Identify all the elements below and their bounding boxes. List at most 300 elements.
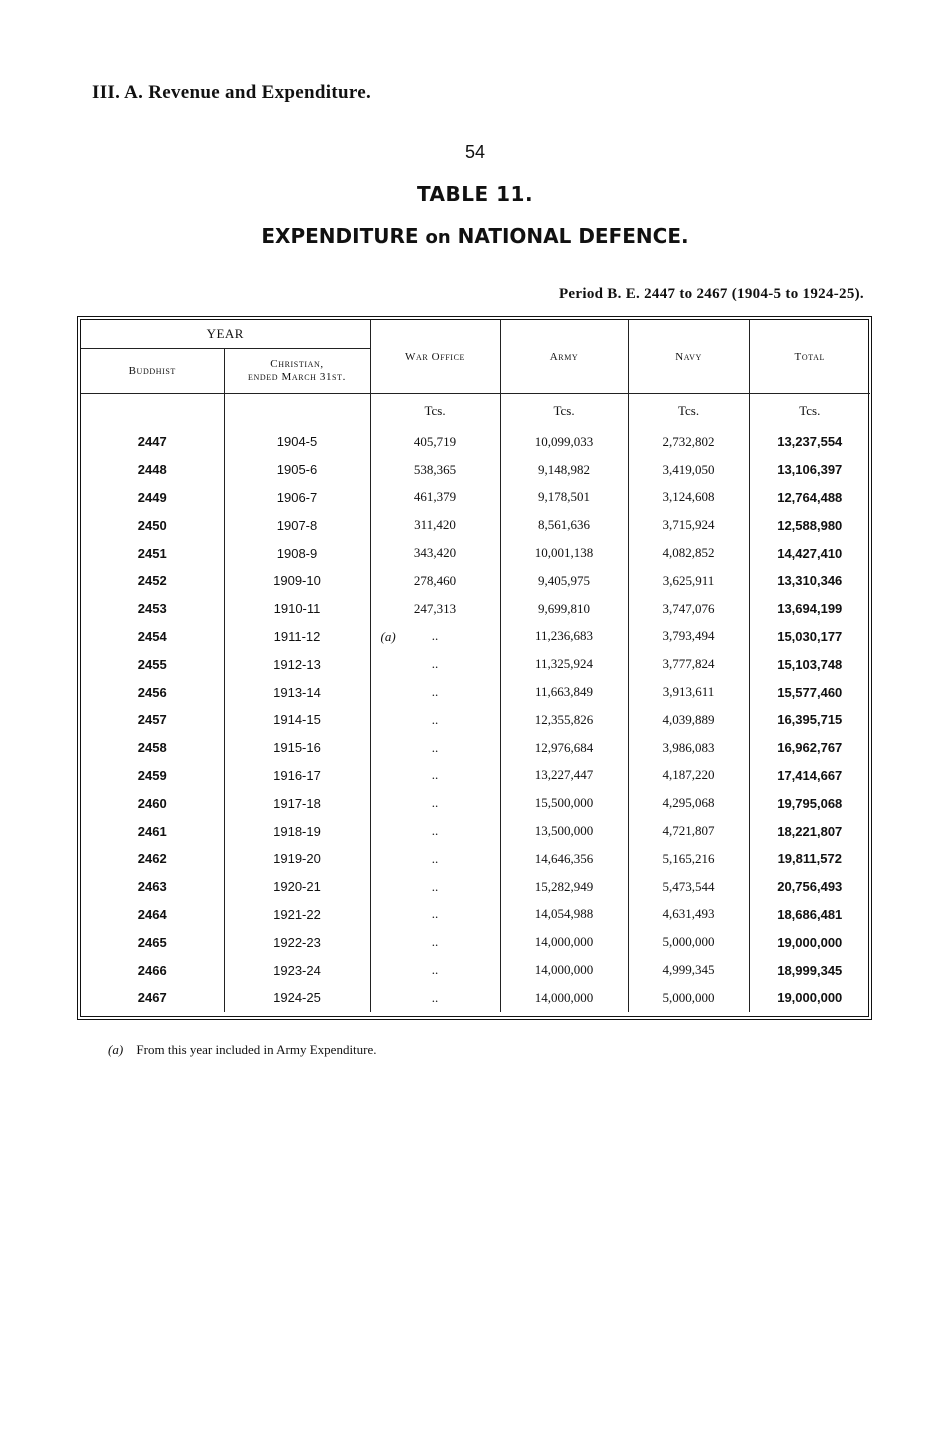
cell-christian-value: 1904-5 [276,434,318,450]
cell-army-value: 13,227,447 [534,767,594,783]
cell-buddhist-value: 2454 [137,628,167,644]
cell-army-value: 14,000,000 [534,962,594,978]
cell-war-office [370,817,500,845]
cell-navy [628,623,749,651]
cell-christian-value: 1913-14 [273,684,321,700]
cell-war-office [370,484,500,512]
cell-war-office [370,956,500,984]
cell-christian [224,456,370,484]
table-subtitle [0,224,950,248]
cell-buddhist-value: 2462 [137,851,167,867]
cell-war-office [370,706,500,734]
units-navy: Tcs. [628,394,749,429]
cell-buddhist-value: 2453 [137,601,167,617]
cell-total [749,762,870,790]
cell-navy-value: 4,721,807 [662,823,715,839]
cell-army [500,845,628,873]
cell-war-office [370,734,500,762]
cell-navy [628,484,749,512]
cell-war-office-value: 461,379 [413,489,457,505]
cell-war-office-value: .. [431,878,439,894]
cell-army [500,623,628,651]
cell-army [500,956,628,984]
cell-total-value: 15,577,460 [777,684,843,700]
cell-army-value: 14,646,356 [534,850,594,866]
cell-war-office [370,678,500,706]
cell-war-office-value: .. [431,962,439,978]
cell-army [500,511,628,539]
cell-army [500,734,628,762]
table-row [81,984,870,1012]
table-title: TABLE 11. [416,182,534,206]
cell-buddhist-value: 2448 [137,462,167,478]
cell-buddhist-value: 2455 [137,656,167,672]
expenditure-table [81,320,870,1012]
cell-christian-value: 1922-23 [273,934,321,950]
cell-army [500,928,628,956]
cell-war-office-value: .. [431,795,439,811]
units-total: Tcs. [749,394,870,429]
cell-buddhist [81,734,224,762]
cell-total [749,706,870,734]
table-row [81,706,870,734]
cell-buddhist [81,595,224,623]
cell-navy-value: 5,165,216 [662,850,715,866]
cell-war-office-value: .. [431,739,439,755]
cell-total-value: 20,756,493 [777,879,843,895]
cell-total [749,539,870,567]
cell-christian-value: 1915-16 [273,740,321,756]
expenditure-table-frame [77,316,872,1020]
cell-christian-value: 1912-13 [273,656,321,672]
cell-christian-value: 1923-24 [273,962,321,978]
cell-total [749,595,870,623]
cell-navy-value: 3,986,083 [662,739,715,755]
cell-total-value: 15,103,748 [777,656,843,672]
cell-buddhist-value: 2456 [137,684,167,700]
cell-total-value: 19,000,000 [777,990,843,1006]
cell-navy [628,678,749,706]
cell-navy-value: 5,000,000 [662,989,715,1005]
cell-buddhist [81,873,224,901]
cell-war-office [370,567,500,595]
cell-war-office [370,928,500,956]
cell-navy-value: 3,124,608 [662,489,715,505]
cell-total-value: 19,000,000 [777,934,843,950]
period-caption: Period B. E. 2447 to 2467 (1904-5 to 1924-25). [558,286,864,302]
cell-total [749,678,870,706]
table-row [81,956,870,984]
cell-buddhist [81,706,224,734]
table-row [81,539,870,567]
cell-army [500,650,628,678]
cell-navy [628,706,749,734]
table-row [81,456,870,484]
cell-total-value: 13,106,397 [777,462,843,478]
footnote-reference: (a) [380,628,396,644]
footnote-mark: (a) [108,1042,124,1057]
cell-buddhist [81,817,224,845]
cell-buddhist-value: 2466 [137,962,167,978]
cell-buddhist-value: 2463 [137,879,167,895]
cell-navy [628,901,749,929]
cell-war-office-value: 311,420 [414,517,456,533]
cell-war-office [370,845,500,873]
cell-war-office-value: .. [431,934,439,950]
cell-christian [224,706,370,734]
cell-army-value: 8,561,636 [538,517,591,533]
cell-total [749,734,870,762]
cell-navy-value: 3,747,076 [662,600,715,616]
table-row [81,511,870,539]
cell-navy-value: 5,000,000 [662,934,715,950]
cell-christian-value: 1914-15 [273,712,321,728]
cell-war-office-value: .. [431,711,439,727]
cell-christian-value: 1924-25 [273,990,321,1006]
cell-total-value: 13,694,199 [777,601,843,617]
header-war-office: War Office [370,320,500,394]
cell-total-value: 13,310,346 [777,573,843,589]
cell-army [500,456,628,484]
cell-christian [224,734,370,762]
cell-army-value: 14,000,000 [534,934,594,950]
cell-buddhist-value: 2467 [137,990,167,1006]
table-row [81,623,870,651]
cell-buddhist [81,928,224,956]
cell-army-value: 15,282,949 [534,878,594,894]
cell-christian [224,595,370,623]
cell-army-value: 12,355,826 [534,711,594,727]
cell-total-value: 12,588,980 [777,517,843,533]
cell-buddhist [81,901,224,929]
cell-christian-value: 1909-10 [273,573,321,589]
header-buddhist: Buddhist [81,349,224,394]
cell-christian-value: 1921-22 [273,906,321,922]
cell-war-office [370,984,500,1012]
cell-war-office-value: .. [431,628,439,644]
cell-total [749,817,870,845]
cell-army-value: 9,405,975 [538,572,591,588]
cell-army-value: 9,148,982 [538,461,591,477]
cell-buddhist-value: 2465 [137,934,167,950]
table-row [81,567,870,595]
cell-war-office-value: 343,420 [413,545,457,561]
cell-navy-value: 3,913,611 [662,684,715,700]
cell-buddhist [81,511,224,539]
section-heading: III. A. Revenue and Expenditure. [92,82,371,103]
cell-total [749,984,870,1012]
cell-buddhist [81,623,224,651]
cell-navy [628,873,749,901]
cell-navy [628,762,749,790]
cell-total-value: 19,811,572 [777,851,842,867]
cell-total-value: 14,427,410 [777,545,843,561]
subtitle-part2: on [425,227,451,248]
cell-army-value: 11,325,924 [535,656,594,672]
cell-christian [224,762,370,790]
cell-christian-value: 1916-17 [273,767,321,783]
table-row [81,845,870,873]
cell-buddhist [81,650,224,678]
cell-christian [224,511,370,539]
cell-christian [224,789,370,817]
cell-army [500,901,628,929]
cell-christian-value: 1919-20 [273,851,321,867]
cell-army-value: 9,178,501 [538,489,591,505]
header-christian-line1: Christian, [270,358,324,370]
cell-christian [224,873,370,901]
cell-christian [224,928,370,956]
cell-army [500,678,628,706]
cell-navy-value: 2,732,802 [662,433,715,449]
cell-war-office [370,762,500,790]
cell-buddhist [81,789,224,817]
cell-war-office [370,789,500,817]
cell-total [749,511,870,539]
cell-christian [224,901,370,929]
cell-navy-value: 3,715,924 [662,517,715,533]
cell-christian-value: 1906-7 [276,489,318,505]
cell-navy-value: 4,039,889 [662,711,715,727]
cell-christian [224,956,370,984]
cell-total [749,789,870,817]
cell-buddhist-value: 2449 [137,489,167,505]
cell-navy-value: 5,473,544 [662,878,715,894]
cell-total-value: 17,414,667 [777,767,843,783]
cell-christian [224,984,370,1012]
cell-navy-value: 4,295,068 [662,795,715,811]
cell-buddhist [81,456,224,484]
units-army: Tcs. [500,394,628,429]
cell-christian [224,623,370,651]
cell-buddhist-value: 2452 [137,573,167,589]
cell-total-value: 15,030,177 [777,628,843,644]
cell-army [500,873,628,901]
cell-christian [224,650,370,678]
cell-christian-value: 1911-12 [273,628,321,644]
cell-buddhist [81,567,224,595]
cell-buddhist [81,484,224,512]
cell-christian [224,428,370,456]
cell-army [500,762,628,790]
footnote [108,1042,377,1058]
cell-buddhist [81,956,224,984]
header-christian [224,349,370,394]
cell-total-value: 16,395,715 [777,712,843,728]
cell-navy-value: 4,999,345 [662,962,715,978]
cell-army-value: 11,236,683 [535,628,594,644]
cell-christian [224,845,370,873]
table-row [81,873,870,901]
units-war-office: Tcs. [370,394,500,429]
cell-war-office [370,650,500,678]
header-total: Total [749,320,870,394]
cell-army-value: 11,663,849 [535,684,594,700]
cell-navy [628,734,749,762]
cell-war-office [370,539,500,567]
cell-army [500,484,628,512]
cell-navy-value: 4,631,493 [662,906,715,922]
cell-total [749,456,870,484]
cell-buddhist [81,539,224,567]
cell-war-office-value: .. [431,906,439,922]
page-number: 54 [464,142,486,162]
cell-army-value: 13,500,000 [534,823,594,839]
table-row [81,928,870,956]
cell-buddhist-value: 2450 [137,517,167,533]
cell-navy [628,511,749,539]
table-row [81,734,870,762]
cell-navy-value: 3,419,050 [662,461,715,477]
cell-army-value: 10,099,033 [534,433,594,449]
cell-navy [628,817,749,845]
table-row [81,428,870,456]
cell-total [749,901,870,929]
cell-navy [628,428,749,456]
cell-buddhist-value: 2457 [137,712,167,728]
cell-christian-value: 1907-8 [276,517,318,533]
cell-buddhist [81,984,224,1012]
table-body [81,394,870,1012]
cell-war-office-value: .. [431,823,439,839]
cell-navy-value: 3,793,494 [662,628,715,644]
cell-army-value: 9,699,810 [538,600,591,616]
units-buddhist [81,394,224,429]
cell-army-value: 10,001,138 [534,545,594,561]
cell-buddhist-value: 2460 [137,795,167,811]
cell-army-value: 14,054,988 [534,906,594,922]
cell-buddhist-value: 2451 [137,545,167,561]
cell-total [749,650,870,678]
cell-war-office-value: .. [431,656,439,672]
cell-christian-value: 1918-19 [273,823,321,839]
cell-buddhist [81,428,224,456]
cell-buddhist [81,762,224,790]
cell-army [500,706,628,734]
table-row [81,901,870,929]
cell-christian-value: 1920-21 [273,879,321,895]
cell-navy [628,539,749,567]
cell-war-office-value: .. [431,850,439,866]
cell-total [749,484,870,512]
table-row [81,817,870,845]
cell-war-office-value: 405,719 [413,433,457,449]
cell-total-value: 12,764,488 [777,489,843,505]
cell-christian [224,484,370,512]
cell-navy [628,984,749,1012]
cell-total-value: 18,221,807 [777,823,843,839]
cell-army [500,789,628,817]
cell-christian [224,567,370,595]
table-row [81,650,870,678]
units-row [81,394,870,429]
cell-war-office-value: .. [431,684,439,700]
cell-total [749,623,870,651]
cell-christian [224,817,370,845]
cell-army [500,817,628,845]
cell-navy-value: 4,187,220 [662,767,715,783]
cell-army-value: 14,000,000 [534,989,594,1005]
cell-navy [628,456,749,484]
cell-navy [628,845,749,873]
cell-war-office-value: 247,313 [413,600,457,616]
cell-total [749,873,870,901]
cell-total-value: 19,795,068 [777,795,843,811]
subtitle-part1: EXPENDITURE [261,224,419,248]
cell-total [749,428,870,456]
header-army: Army [500,320,628,394]
cell-war-office [370,456,500,484]
cell-navy [628,595,749,623]
table-row [81,789,870,817]
cell-war-office [370,623,500,651]
cell-war-office [370,428,500,456]
cell-war-office-value: .. [431,989,439,1005]
cell-total [749,567,870,595]
cell-total [749,928,870,956]
cell-war-office-value: .. [431,767,439,783]
cell-buddhist-value: 2461 [137,823,167,839]
cell-total [749,956,870,984]
cell-navy-value: 3,625,911 [662,572,715,588]
cell-army [500,539,628,567]
cell-christian-value: 1905-6 [276,462,318,478]
cell-army [500,595,628,623]
cell-army [500,428,628,456]
cell-war-office [370,511,500,539]
cell-christian-value: 1910-11 [273,601,321,617]
cell-navy-value: 3,777,824 [662,656,715,672]
header-christian-line2: ended March 31st. [248,371,346,383]
cell-christian-value: 1908-9 [276,545,318,561]
table-row [81,595,870,623]
cell-total-value: 18,999,345 [777,962,843,978]
cell-total-value: 13,237,554 [777,434,843,450]
cell-buddhist-value: 2458 [137,740,167,756]
cell-navy [628,789,749,817]
cell-army [500,567,628,595]
table-row [81,762,870,790]
cell-navy [628,567,749,595]
footnote-text: From this year included in Army Expenditure. [136,1042,377,1057]
subtitle-part3: NATIONAL DEFENCE. [457,224,689,248]
header-navy: Navy [628,320,749,394]
cell-buddhist-value: 2459 [137,767,167,783]
cell-war-office [370,873,500,901]
cell-war-office-value: 538,365 [413,461,457,477]
cell-navy [628,650,749,678]
cell-total [749,845,870,873]
cell-christian-value: 1917-18 [273,795,321,811]
cell-buddhist [81,845,224,873]
cell-navy [628,956,749,984]
cell-war-office-value: 278,460 [413,572,457,588]
header-year: YEAR [81,320,370,349]
cell-buddhist [81,678,224,706]
cell-total-value: 16,962,767 [777,740,843,756]
cell-buddhist-value: 2447 [137,434,167,450]
cell-war-office [370,901,500,929]
cell-christian [224,678,370,706]
cell-navy [628,928,749,956]
cell-christian [224,539,370,567]
cell-army-value: 12,976,684 [534,739,594,755]
table-row [81,678,870,706]
cell-army [500,984,628,1012]
cell-navy-value: 4,082,852 [662,545,715,561]
units-christian [224,394,370,429]
cell-total-value: 18,686,481 [777,906,843,922]
